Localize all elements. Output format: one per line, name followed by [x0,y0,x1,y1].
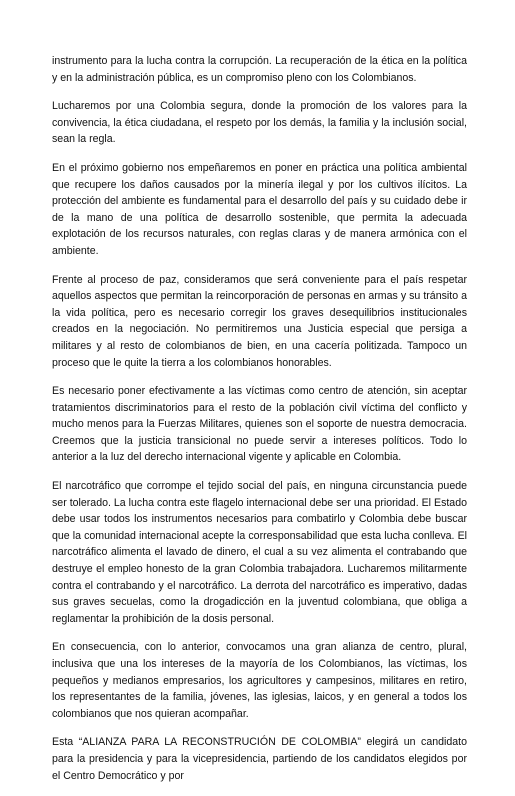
paragraph-peace-process: Frente al proceso de paz, consideramos que será conveniente para el país respetar aquellos aspectos que permitan la reincorporación de personas en armas y su tránsito a la vida política, pero es necesario corregir los graves desequilibrios institucionales creados en la negociación. No permitiremos una Justicia especial que persiga a militares y al resto de colombianos de bien, en una cacería politizada. Tampoco un proceso que le quite la tierra a los colombianos honorables. [52,273,467,369]
paragraph-security: Lucharemos por una Colombia segura, donde la promoción de los valores para la convivencia, la ética ciudadana, el respeto por los demás, la familia y la inclusión social, sean la regla. [52,100,467,146]
paragraph-victims: Es necesario poner efectivamente a las víctimas como centro de atención, sin aceptar tratamientos discriminatorios para el resto de la población civil víctima del conflicto y mucho menos para la Fuerzas Militares, quienes son el soporte de nuestra democracia. Creemos que la justicia transicional no puede servir a intereses políticos. Todo lo anterior a la luz del derecho internacional vigente y aplicable en Colombia. [52,385,467,464]
paragraph-alliance-candidate: Esta “ALIANZA PARA LA RECONSTRUCIÓN DE COLOMBIA” elegirá un candidato para la presidencia y para la vicepresidencia, partiendo de los candidatos elegidos por el Centro Democrático y por [52,736,467,782]
paragraph-alliance-call: En consecuencia, con lo anterior, convocamos una gran alianza de centro, plural, inclusiva que una los intereses de la mayoría de los Colombianos, las víctimas, los pequeños y medianos empresarios, los agricultores y campesinos, militares en retiro, los representantes de la familia, jóvenes, las iglesias, laicos, y en general a todos los colombianos que nos quieran acompañar. [52,641,467,720]
paragraph-environment: En el próximo gobierno nos empeñaremos en poner en práctica una política ambiental que recupere los daños causados por la minería ilegal y por los cultivos ilícitos. La protección del ambiente es fundamental para el desarrollo del país y su cuidado debe ir de la mano de una política de desarrollo sostenible, que permita la adecuada explotación de los recursos naturales, con reglas claras y de manera armónica con el ambiente. [52,161,467,257]
paragraph-drug-trafficking: El narcotráfico que corrompe el tejido social del país, en ninguna circunstancia puede ser tolerado. La lucha contra este flagelo internacional debe ser una prioridad. El Estado debe usar todos los instrumentos necesarios para combatirlo y Colombia debe buscar que la comunidad internacional acepte la corresponsabilidad que esta lucha conlleva. El narcotráfico alimenta el lavado de dinero, el cual a su vez alimenta el contrabando que destruye el empleo honesto de la gran Colombia trabajadora. Lucharemos militarmente contra el contrabando y el narcotráfico. La derrota del narcotráfico es imperativo, dadas sus graves secuelas, como la drogadicción en la juventud colombiana, que obliga a reglamentar la prohibición de la dosis personal. [52,480,467,625]
paragraph-ethics-continuation: instrumento para la lucha contra la corrupción. La recuperación de la ética en la política y en la administración pública, es un compromiso pleno con los Colombianos. [52,55,467,84]
document-page [52,53,467,796]
